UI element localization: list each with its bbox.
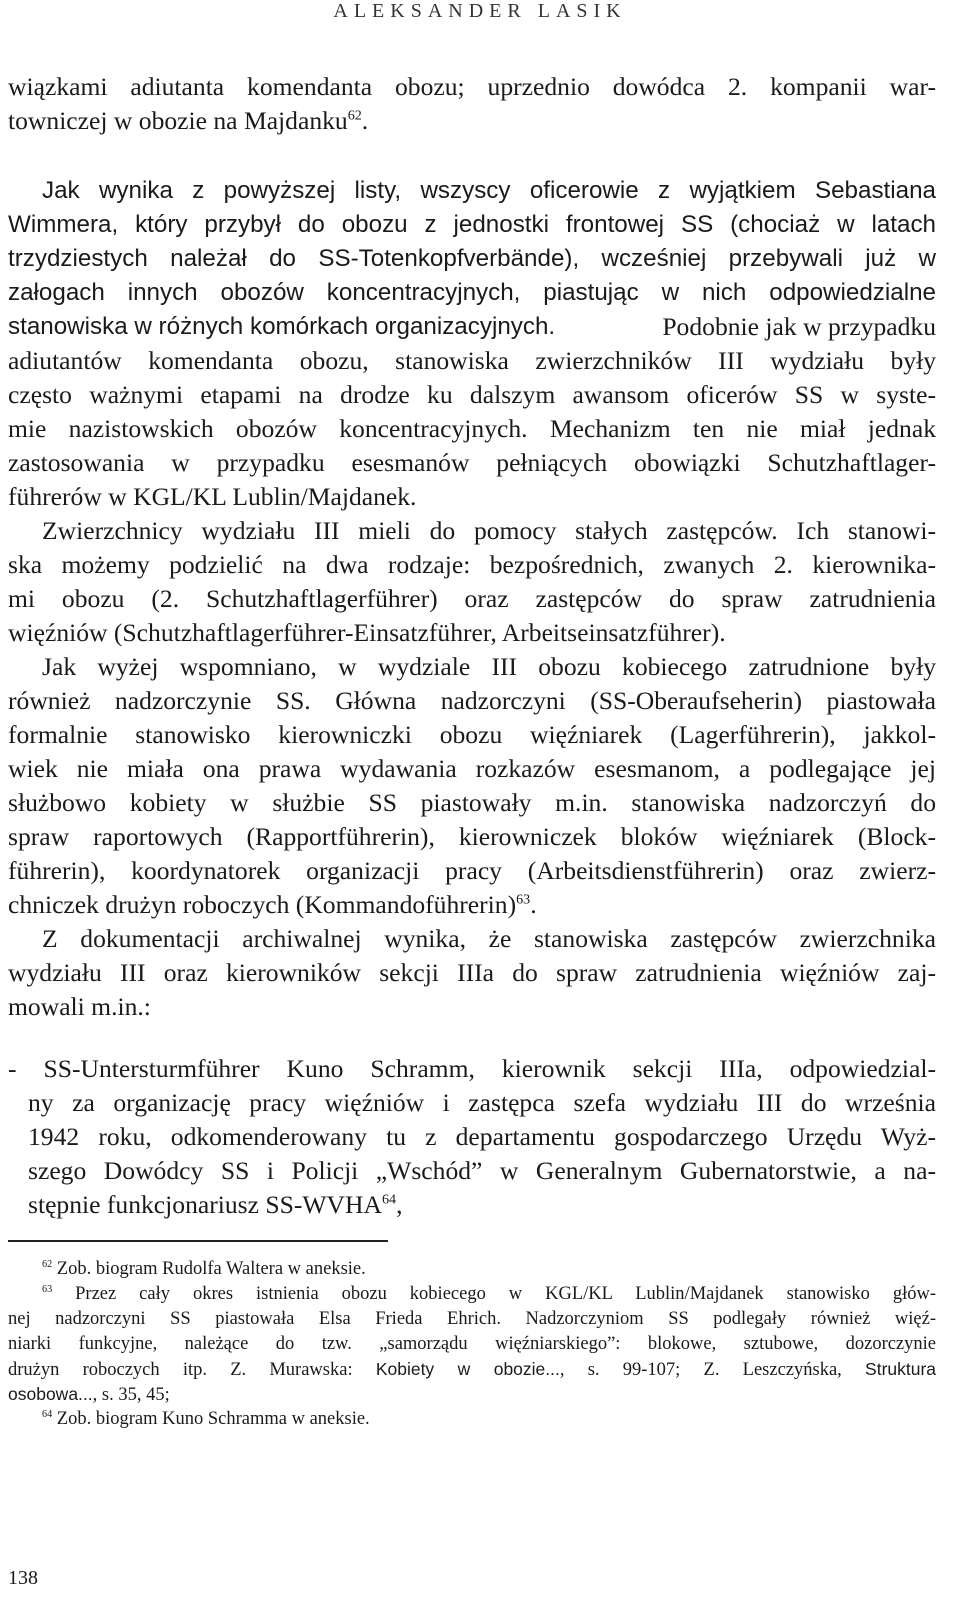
body-line: załogach innych obozów koncentracyjnych, piastując w nich odpowiedzialne bbox=[8, 279, 936, 306]
body-line: chniczek drużyn roboczych (Kommandoführerin)$^{63}$. bbox=[8, 890, 537, 919]
body-line: spraw raportowych (Rapportführerin), kierowniczek bloków więźniarek (Block- bbox=[8, 822, 936, 851]
body-line: wydziału III oraz kierowników sekcji IIIa do spraw zatrudnienia więźniów zaj- bbox=[8, 958, 936, 987]
footnote-63: $^{63}$ Przez cały okres istnienia obozu kobiecego w KGL/KL Lublin/Majdanek stanowisko głów- bbox=[42, 1283, 937, 1304]
footnote-62: $^{62}$ Zob. biogram Rudolfa Waltera w aneksie. bbox=[42, 1258, 366, 1279]
body-line: mie nazistowskich obozów koncentracyjnych. Mechanizm ten nie miał jednak bbox=[8, 414, 936, 443]
body-line: Wimmera, który przybył do obozu z jednostki frontowej SS (chociaż w latach bbox=[8, 211, 936, 238]
footnote-ref-62[interactable]: 62 bbox=[347, 107, 362, 124]
footnote-63-line: nej nadzorczyni SS piastowała Elsa Frieda Ehrich. Nadzorczyniom SS podlegały również więź- bbox=[8, 1309, 936, 1329]
page-number: 138 bbox=[8, 1567, 38, 1589]
body-line: również nadzorczynie SS. Główna nadzorczyni (SS-Oberaufseherin) piastowała bbox=[8, 686, 936, 715]
footnote-ref-64[interactable]: 64 bbox=[381, 1191, 397, 1208]
body-line: Z dokumentacji archiwalnej wynika, że stanowiska zastępców zwierzchnika bbox=[42, 924, 936, 953]
list-item-line: szego Dowódcy SS i Policji „Wschód” w Generalnym Gubernatorstwie, a na- bbox=[28, 1156, 936, 1185]
list-item-line: - SS-Untersturmführer Kuno Schramm, kierownik sekcji IIIa, odpowiedzial- bbox=[8, 1054, 936, 1083]
body-line: Jak wynika z powyższej listy, wszyscy oficerowie z wyjątkiem Sebastiana bbox=[42, 177, 936, 204]
body-line: stanowiska w różnych komórkach organizacyjnych. Podobnie jak w przypadku bbox=[8, 312, 936, 341]
body-line: trzydziestych należał do SS-Totenkopfverbände), wcześniej przebywali już w bbox=[8, 245, 936, 272]
body-line: Zwierzchnicy wydziału III mieli do pomocy stałych zastępców. Ich stanowi- bbox=[42, 516, 936, 545]
footnote-number: 63 bbox=[42, 1283, 53, 1295]
footnote-63-line: osobowa..., s. 35, 45; bbox=[8, 1384, 170, 1405]
body-line: często ważnymi etapami na drodze ku dalszym awansom oficerów SS w syste- bbox=[8, 380, 936, 409]
body-line: więźniów (Schutzhaftlagerführer-Einsatzführer, Arbeitseinsatzführer). bbox=[8, 618, 726, 647]
footnote-ref-63[interactable]: 63 bbox=[516, 891, 531, 908]
body-line: adiutantów komendanta obozu, stanowiska zwierzchników III wydziału były bbox=[8, 346, 936, 375]
footnote-number: 62 bbox=[42, 1258, 53, 1270]
body-line: führerów w KGL/KL Lublin/Majdanek. bbox=[8, 482, 417, 511]
list-item-line: 1942 roku, odkomenderowany tu z departamentu gospodarczego Urzędu Wyż- bbox=[28, 1122, 936, 1151]
footnote-64: $^{64}$ Zob. biogram Kuno Schramma w aneksie. bbox=[42, 1408, 370, 1429]
footnote-63-line: niarki funkcyjne, należące do tzw. „samorządu więźniarskiego”: blokowe, sztubowe, dozorczynie bbox=[8, 1334, 936, 1354]
footnote-separator bbox=[8, 1240, 388, 1242]
body-line: ska możemy podzielić na dwa rodzaje: bezpośrednich, zwanych 2. kierownika- bbox=[8, 550, 936, 579]
list-item-line: ny za organizację pracy więźniów i zastępca szefa wydziału III do września bbox=[28, 1088, 936, 1117]
body-line: formalnie stanowisko kierowniczki obozu więźniarek (Lagerführerin), jakkol- bbox=[8, 720, 936, 749]
body-line: mowali m.in.: bbox=[8, 992, 151, 1021]
footnote-number: 64 bbox=[42, 1408, 53, 1420]
body-line: Jak wyżej wspomniano, w wydziale III obozu kobiecego zatrudnione były bbox=[42, 652, 936, 681]
body-line: służbowo kobiety w służbie SS piastowały m.in. stanowiska nadzorczyń do bbox=[8, 788, 936, 817]
body-line: führerin), koordynatorek organizacji pracy (Arbeitsdienstführerin) oraz zwierz- bbox=[8, 856, 936, 885]
body-line: wiązkami adiutanta komendanta obozu; uprzednio dowódca 2. kompanii war- bbox=[8, 72, 936, 101]
body-line: zastosowania w przypadku esesmanów pełniących obowiązki Schutzhaftlager- bbox=[8, 448, 936, 477]
body-line: mi obozu (2. Schutzhaftlagerführer) oraz zastępców do spraw zatrudnienia bbox=[8, 584, 936, 613]
list-item-line: stępnie funkcjonariusz SS-WVHA$^{64}$, bbox=[28, 1190, 403, 1219]
running-header: ALEKSANDER LASIK bbox=[333, 0, 627, 22]
footnote-63-line: drużyn roboczych itp. Z. Murawska: Kobiety w obozie..., s. 99-107; Z. Leszczyńska, Struktura bbox=[8, 1359, 937, 1380]
body-line: towniczej w obozie na Majdanku$^{62}$. bbox=[8, 106, 369, 135]
body-line: wiek nie miała ona prawa wydawania rozkazów esesmanom, a podlegające jej bbox=[8, 754, 936, 783]
